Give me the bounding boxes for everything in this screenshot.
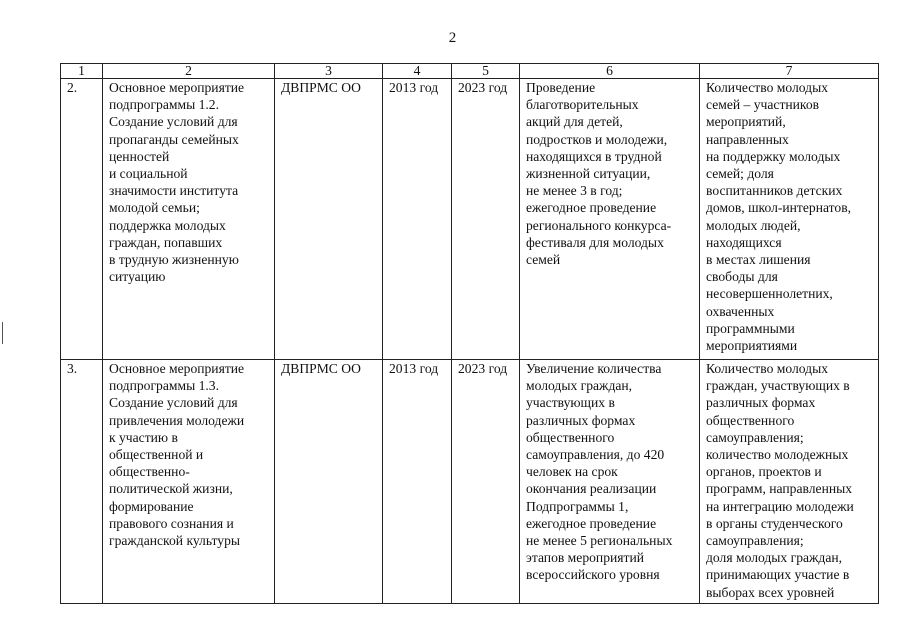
cell-text-line: семей; доля — [706, 166, 774, 182]
column-header: 2 — [103, 64, 275, 79]
cell-text-line: окончания реализации — [526, 481, 657, 497]
column-header: 3 — [275, 64, 383, 79]
cell-text-line: различных формах — [706, 395, 816, 411]
cell-text-line: Количество молодых — [706, 361, 829, 376]
cell-text-line: всероссийского уровня — [526, 567, 660, 583]
column-header: 7 — [700, 64, 879, 79]
cell-text-line: Основное мероприятие — [109, 80, 245, 95]
cell-text-line: общественного — [706, 412, 795, 428]
table-row — [61, 360, 879, 604]
cell-text-line: Количество молодых — [706, 80, 829, 95]
cell-text-line: ежегодное проведение — [526, 515, 657, 531]
start-year-cell: 2013 год — [383, 360, 452, 604]
indicator-cell — [700, 79, 879, 360]
activity-cell — [103, 360, 275, 604]
cell-text-line: самоуправления; — [706, 533, 804, 549]
cell-text-line: поддержка молодых — [109, 217, 226, 233]
start-year-cell: 2013 год — [383, 79, 452, 360]
cell-text-line: выборах всех уровней — [706, 584, 835, 600]
result-cell — [520, 360, 700, 604]
cell-text-line: находящихся — [706, 234, 782, 250]
cell-text-line: значимости института — [109, 183, 239, 199]
cell-text-line: молодых людей, — [706, 217, 801, 233]
cell-text-line: направленных — [706, 131, 789, 147]
cell-text-line: программ, направленных — [706, 481, 853, 497]
cell-text-line: не менее 3 в год; — [526, 183, 623, 199]
cell-text-line: Создание условий для — [109, 395, 238, 411]
cell-text-line: подростков и молодежи, — [526, 131, 668, 147]
cell-text-line: общественной и — [109, 447, 204, 463]
cell-text-line: граждан, участвующих в — [706, 378, 850, 394]
cell-text-line: домов, школ-интернатов, — [706, 200, 852, 216]
end-year-cell: 2023 год — [452, 360, 520, 604]
cell-text-line: в трудную жизненную — [109, 252, 239, 268]
cell-text-line: к участию в — [109, 429, 178, 445]
column-header: 4 — [383, 64, 452, 79]
cell-text-line: жизненной ситуации, — [526, 166, 651, 182]
cell-text-line: различных формах — [526, 412, 636, 428]
indicator-cell — [700, 360, 879, 604]
cell-text-line: воспитанников детских — [706, 183, 843, 199]
cell-text-line: благотворительных — [526, 97, 639, 113]
cell-text-line: пропаганды семейных — [109, 131, 239, 147]
cell-text-line: охваченных — [706, 303, 775, 319]
cell-text-line: доля молодых граждан, — [706, 550, 843, 566]
cell-text-line: общественно- — [109, 464, 190, 480]
cell-text-line: человек на срок — [526, 464, 618, 480]
cell-text-line: участвующих в — [526, 395, 615, 411]
executor-cell: ДВПРМС ОО — [275, 79, 383, 360]
cell-text-line: программными — [706, 320, 795, 336]
cell-text-line: подпрограммы 1.3. — [109, 378, 219, 394]
activity-cell — [103, 79, 275, 360]
margin-mark — [2, 322, 3, 344]
cell-text-line: Создание условий для — [109, 114, 238, 130]
cell-text-line: формирование — [109, 498, 194, 514]
column-header: 5 — [452, 64, 520, 79]
cell-text-line: мероприятий, — [706, 114, 786, 130]
cell-text-line: граждан, попавших — [109, 234, 223, 250]
cell-text-line: на поддержку молодых — [706, 148, 841, 164]
cell-text-line: ежегодное проведение — [526, 200, 657, 216]
cell-text-line: регионального конкурса- — [526, 217, 672, 233]
result-cell — [520, 79, 700, 360]
cell-text-line: несовершеннолетних, — [706, 286, 833, 302]
executor-cell: ДВПРМС ОО — [275, 360, 383, 604]
cell-text-line: ситуацию — [109, 269, 166, 285]
cell-text-line: гражданской культуры — [109, 533, 241, 549]
cell-text-line: правового сознания и — [109, 515, 234, 531]
cell-text-line: не менее 5 региональных — [526, 533, 673, 549]
header-row — [61, 64, 879, 79]
activities-table — [60, 63, 879, 604]
cell-text-line: подпрограммы 1.2. — [109, 97, 219, 113]
cell-text-line: в органы студенческого — [706, 515, 843, 531]
cell-text-line: в местах лишения — [706, 252, 811, 268]
cell-text-line: общественного — [526, 429, 615, 445]
cell-text-line: свободы для — [706, 269, 778, 285]
cell-text-line: Проведение — [526, 80, 596, 95]
cell-text-line: фестиваля для молодых — [526, 234, 664, 250]
cell-text-line: мероприятиями — [706, 338, 798, 354]
cell-text-line: количество молодежных — [706, 447, 849, 463]
cell-text-line: этапов мероприятий — [526, 550, 645, 566]
cell-text-line: семей — [526, 252, 561, 268]
page-number: 2 — [448, 30, 457, 46]
cell-text-line: органов, проектов и — [706, 464, 822, 480]
cell-text-line: самоуправления, до 420 — [526, 447, 665, 463]
cell-text-line: Увеличение количества — [526, 361, 662, 376]
table-row — [61, 79, 879, 360]
cell-text-line: Подпрограммы 1, — [526, 498, 629, 514]
cell-text-line: Основное мероприятие — [109, 361, 245, 376]
cell-text-line: и социальной — [109, 166, 188, 182]
cell-text-line: ценностей — [109, 148, 170, 164]
cell-text-line: семей – участников — [706, 97, 820, 113]
end-year-cell: 2023 год — [452, 79, 520, 360]
row-number: 3. — [61, 360, 103, 604]
cell-text-line: находящихся в трудной — [526, 148, 662, 164]
column-header: 1 — [61, 64, 103, 79]
cell-text-line: политической жизни, — [109, 481, 233, 497]
row-number: 2. — [61, 79, 103, 360]
cell-text-line: молодых граждан, — [526, 378, 633, 394]
cell-text-line: принимающих участие в — [706, 567, 850, 583]
column-header: 6 — [520, 64, 700, 79]
cell-text-line: молодой семьи; — [109, 200, 200, 216]
cell-text-line: самоуправления; — [706, 429, 804, 445]
cell-text-line: привлечения молодежи — [109, 412, 245, 428]
cell-text-line: на интеграцию молодежи — [706, 498, 854, 514]
cell-text-line: акций для детей, — [526, 114, 623, 130]
